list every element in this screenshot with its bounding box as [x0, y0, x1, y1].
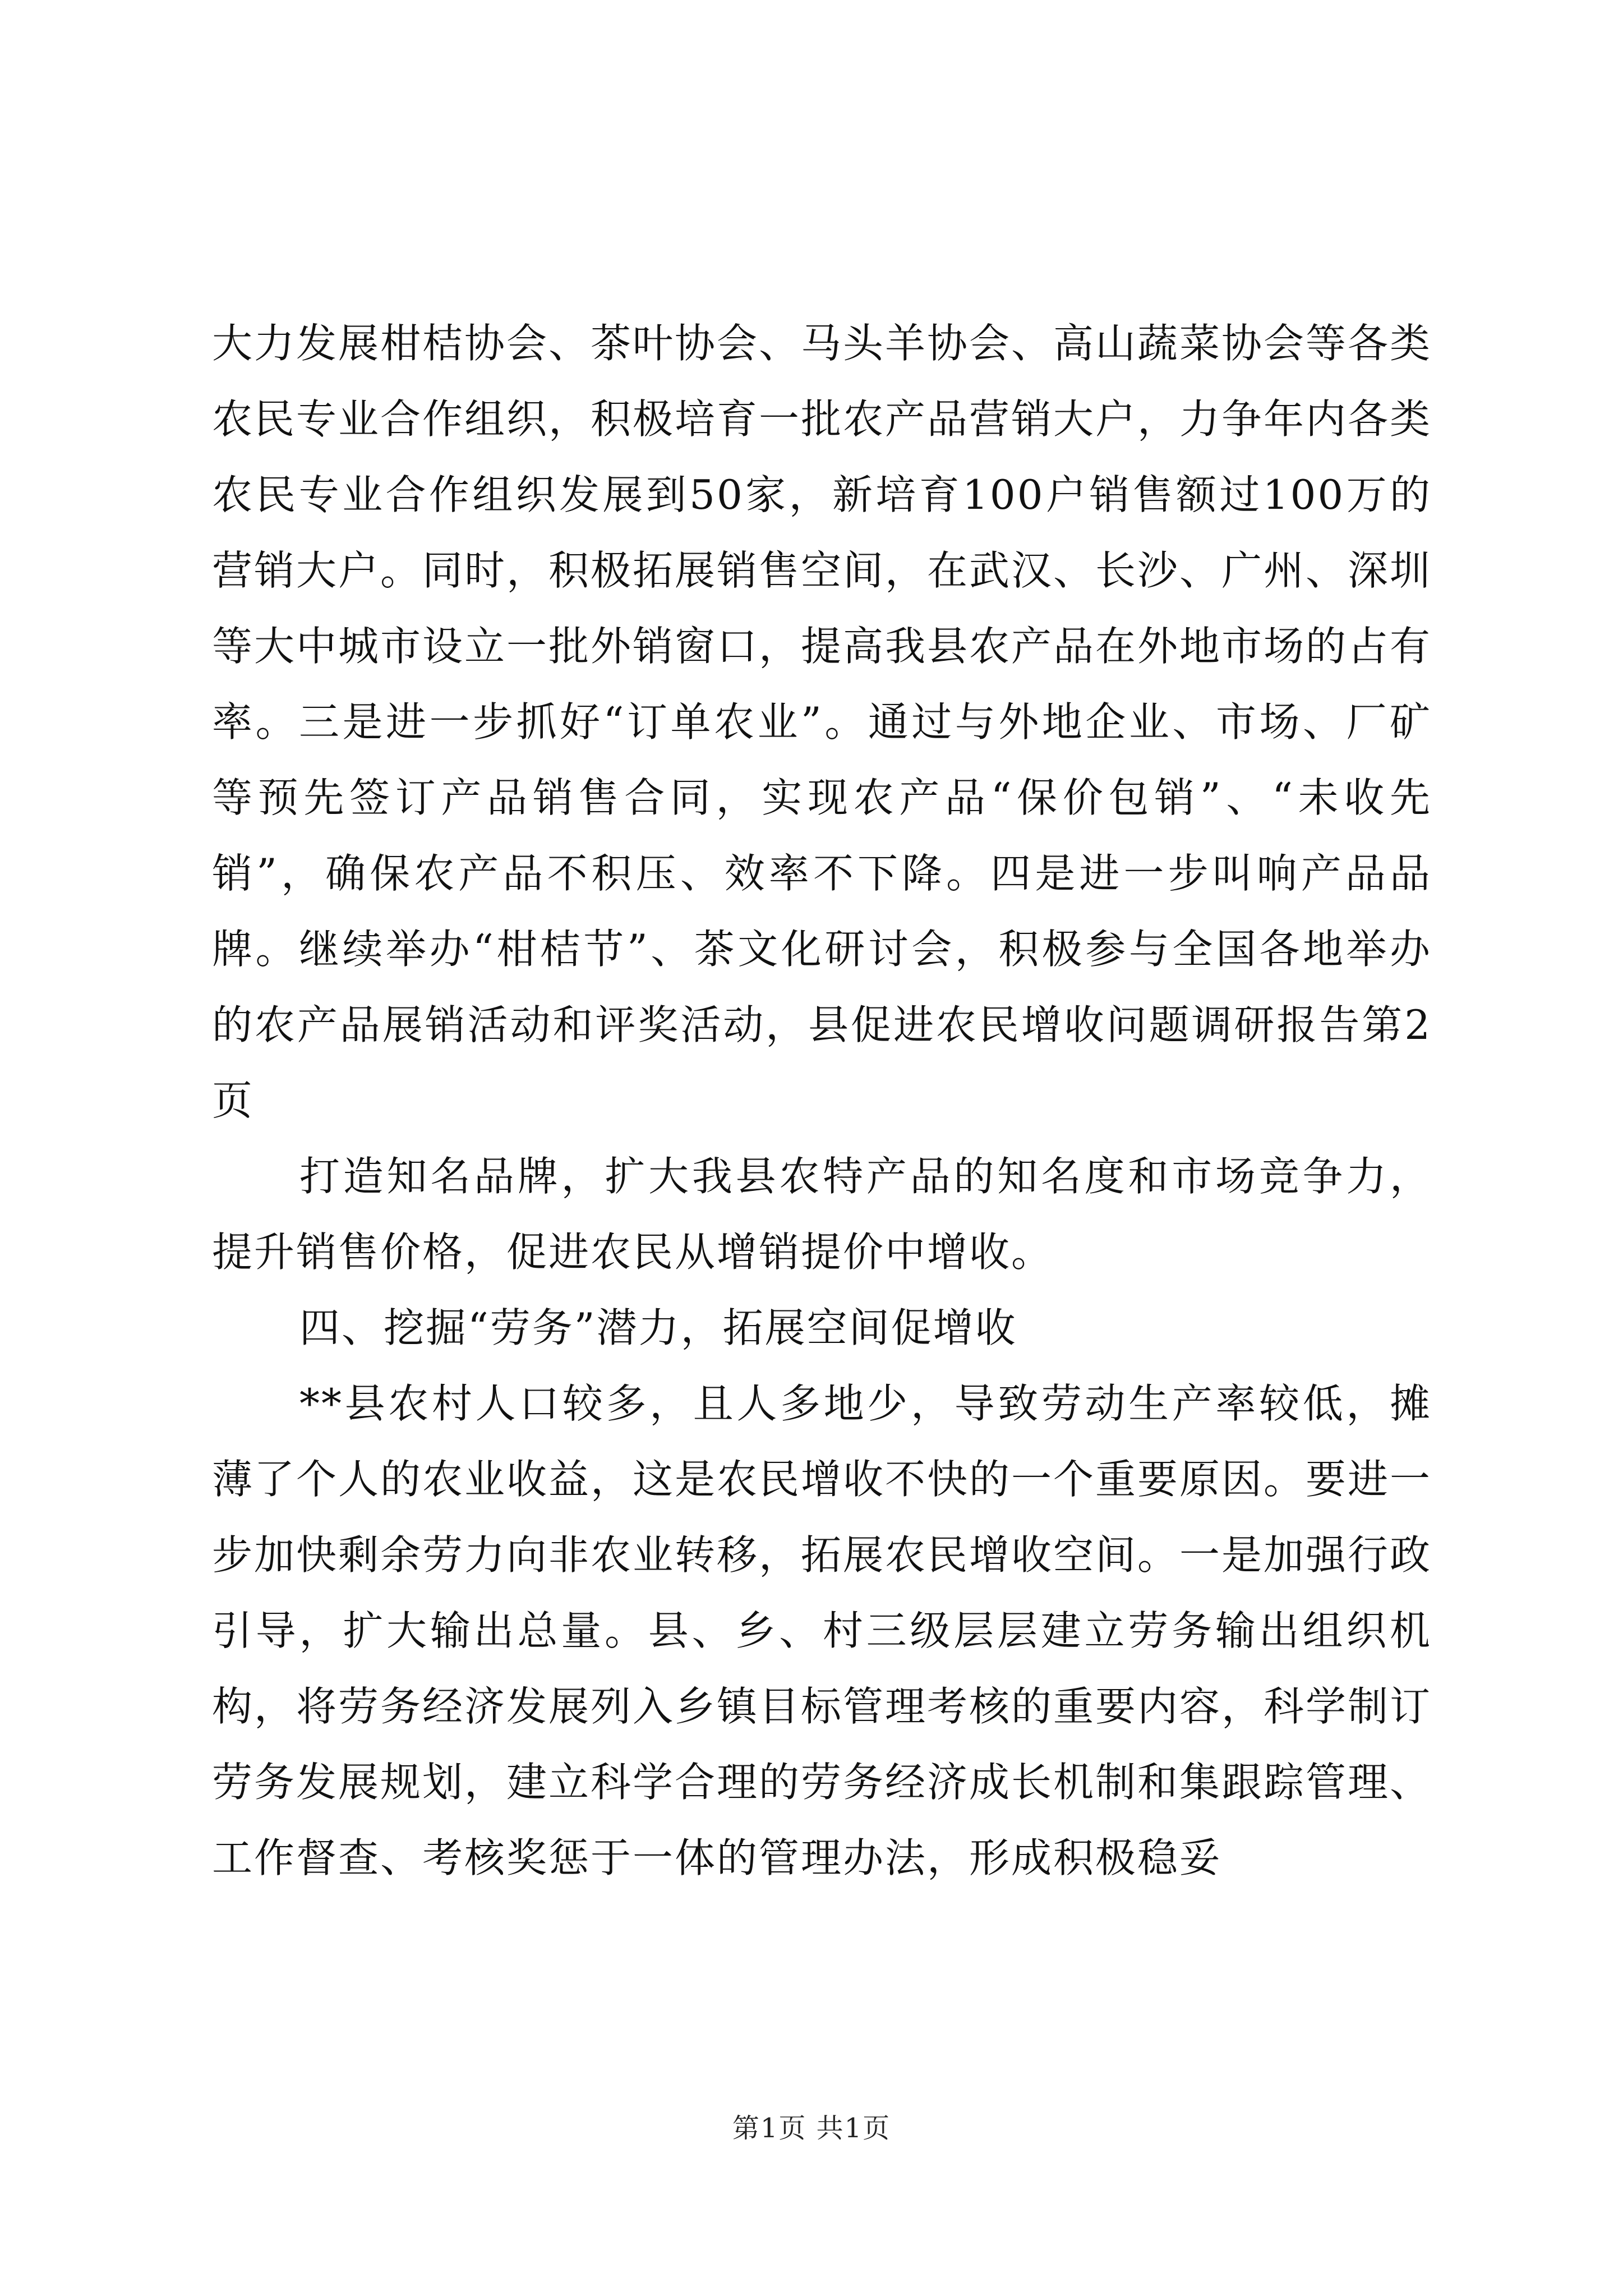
page-footer: 第1页 共1页	[732, 2113, 891, 2144]
document-body	[212, 306, 1432, 1896]
paragraph: 打造知名品牌，扩大我县农特产品的知名度和市场竞争力，提升销售价格，促进农民从增销提价中增收。	[212, 1153, 1432, 1276]
paragraph: **县农村人口较多，且人多地少，导致劳动生产率较低，摊薄了个人的农业收益，这是农民增收不快的一个重要原因。要进一步加快剩余劳力向非农业转移，拓展农民增收空间。一是加强行政引导，扩大输出总量。县、乡、村三级层层建立劳务输出组织机构，将劳务经济发展列入乡镇目标管理考核的重要内容，科学制订劳务发展规划，建立科学合理的劳务经济成长机制和集跟踪管理、工作督查、考核奖惩于一体的管理办法，形成积极稳妥	[212, 1380, 1432, 1881]
paragraph-continued: 大力发展柑桔协会、茶叶协会、马头羊协会、高山蔬菜协会等各类农民专业合作组织，积极培育一批农产品营销大户，力争年内各类农民专业合作组织发展到50家，新培育100户销售额过100万的营销大户。同时，积极拓展销售空间，在武汉、长沙、广州、深圳等大中城市设立一批外销窗口，提高我县农产品在外地市场的占有率。三是进一步抓好“订单农业”。通过与外地企业、市场、厂矿等预先签订产品销售合同，实现农产品“保价包销”、“未收先销”，确保农产品不积压、效率不下降。四是进一步叫响产品品牌。继续举办“柑桔节”、茶文化研讨会，积极参与全国各地举办的农产品展销活动和评奖活动，县促进农民增收问题调研报告第2页	[212, 320, 1432, 1124]
section-heading: 四、挖掘“劳务”潜力，拓展空间促增收	[299, 1304, 1017, 1351]
